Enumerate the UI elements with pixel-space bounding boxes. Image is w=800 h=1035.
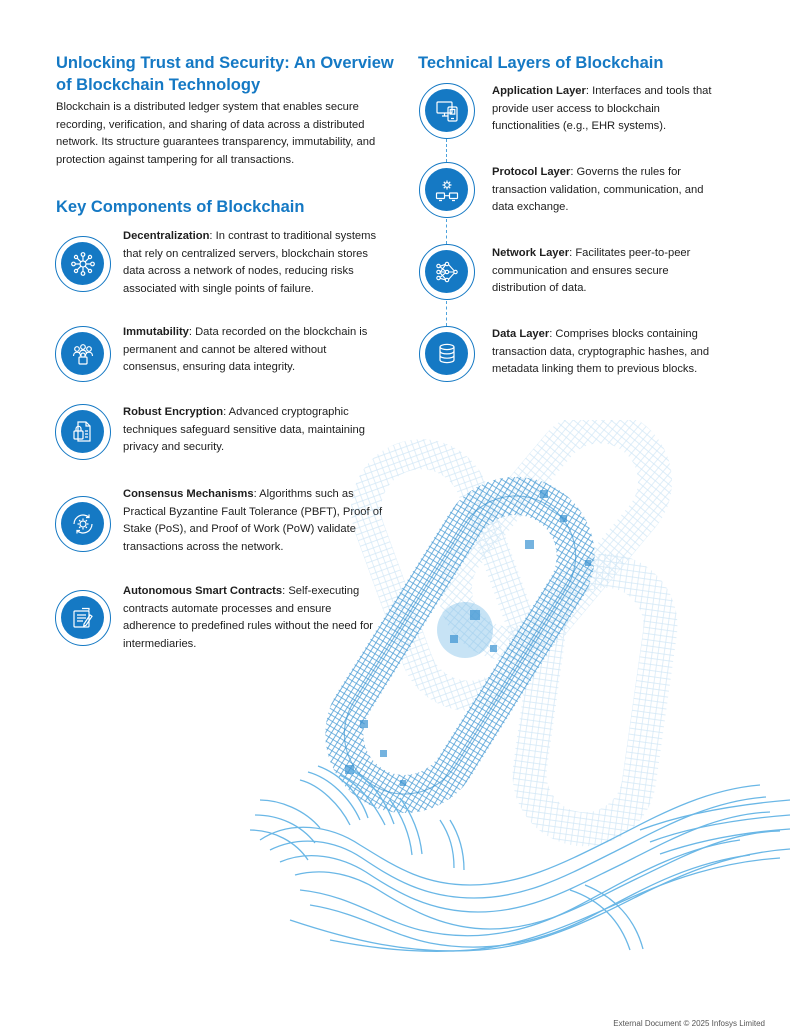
component-text: : In contrast to traditional systems that rely on centralized servers, blockchain stores data across a network of nodes, reducing risks associated with single points of failure.: [123, 230, 377, 295]
neural-network-icon: [419, 244, 475, 300]
page-title: Unlocking Trust and Security: An Overview of Blockchain Technology: [56, 54, 394, 94]
layer-desc: [492, 326, 722, 379]
devices-app-icon: [419, 83, 475, 139]
network-nodes-icon: [55, 236, 111, 292]
component-text: : Data recorded on the blockchain is permanent and cannot be altered without consensus, ensuring data integrity.: [123, 326, 368, 374]
component-term: Autonomous Smart Contracts: [123, 585, 283, 597]
layer-term: Protocol Layer: [492, 166, 571, 178]
component-term: Robust Encryption: [123, 406, 224, 418]
layer-connector: [446, 219, 447, 244]
layer-desc: [492, 164, 722, 217]
gear-computers-icon: [419, 162, 475, 218]
lock-document-icon: [55, 404, 111, 460]
layer-text: : Governs the rules for transaction validation, communication, and data exchange.: [492, 166, 704, 214]
layer-term: Data Layer: [492, 328, 550, 340]
layer-term: Network Layer: [492, 247, 570, 259]
chain-hand-illustration: [240, 420, 800, 980]
component-desc: [123, 324, 385, 377]
intro-paragraph: Blockchain is a distributed ledger system that enables secure recording, verification, and sharing of data across a distributed network. Its structure guarantees transparency, immutability, and protection against tampering for all transactions.: [56, 101, 376, 166]
layer-connector: [446, 301, 447, 326]
component-text: : Self-executing contracts automate processes and ensure adherence to predefined rules without the need for intermediaries.: [123, 585, 374, 650]
component-desc: [123, 228, 385, 298]
technical-layers-heading: Technical Layers of Blockchain: [418, 54, 664, 72]
layer-connector: [446, 139, 447, 162]
footer-copyright: External Document © 2025 Infosys Limited: [613, 1019, 765, 1028]
component-term: Decentralization: [123, 230, 210, 242]
layer-text: : Interfaces and tools that provide user access to blockchain functionalities (e.g., EHR systems).: [492, 85, 712, 133]
group-consensus-icon: [55, 326, 111, 382]
contract-document-icon: [55, 590, 111, 646]
layer-text: : Comprises blocks containing transaction data, cryptographic hashes, and metadata linking them to previous blocks.: [492, 328, 710, 376]
gear-cycle-icon: [55, 496, 111, 552]
database-stack-icon: [419, 326, 475, 382]
component-term: Immutability: [123, 326, 189, 338]
key-components-heading: Key Components of Blockchain: [56, 198, 305, 216]
layer-text: : Facilitates peer-to-peer communication and ensures secure distribution of data.: [492, 247, 691, 295]
component-text: : Algorithms such as Practical Byzantine Fault Tolerance (PBFT), Proof of Stake (PoS), and Proof of Work (PoW) validate transactions across the network.: [123, 488, 383, 553]
layer-desc: [492, 245, 722, 298]
component-term: Consensus Mechanisms: [123, 488, 254, 500]
layer-desc: [492, 83, 722, 136]
component-text: : Advanced cryptographic techniques safeguard sensitive data, maintaining privacy and security.: [123, 406, 365, 454]
layer-term: Application Layer: [492, 85, 586, 97]
